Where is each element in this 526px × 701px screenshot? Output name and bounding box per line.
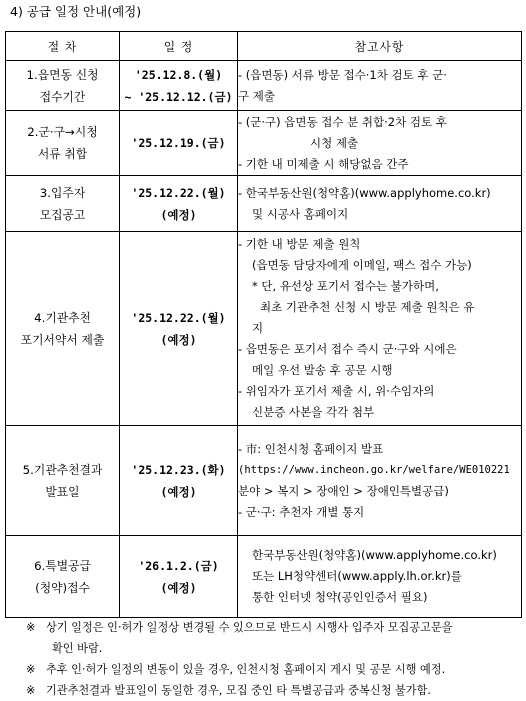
- date-cell: [120, 111, 238, 176]
- date-line: (예정): [160, 332, 197, 347]
- note-line: 메일 우선 발송 후 공문 시행: [252, 363, 393, 377]
- date-line: ~ '25.12.12.(금): [124, 89, 233, 104]
- table-row: [6, 176, 522, 232]
- notes-cell: [238, 176, 522, 232]
- date-cell: [120, 426, 238, 536]
- note-line: 구 제출: [238, 88, 275, 103]
- note-line: 통한 인터넷 청약(공인인증서 필요): [252, 590, 428, 604]
- notes-cell: [238, 61, 522, 111]
- note-line: 지: [252, 321, 264, 335]
- footnote: [26, 617, 520, 638]
- note-line: 분야 > 복지 > 장애인 > 장애인특별공급): [238, 483, 449, 498]
- note-line: 또는 LH청약센터(www.apply.lh.or.kr)를: [252, 569, 462, 583]
- table-row: [6, 232, 522, 426]
- footnote: [26, 659, 520, 680]
- date-line: '26.1.2.(금): [138, 558, 219, 573]
- note-line: - 市: 인천시청 홈페이지 발표: [238, 441, 384, 456]
- header-notes: 참고사항: [238, 32, 522, 61]
- table-row: [6, 536, 522, 618]
- note-line: 한국부동산원(청약홈)(www.applyhome.co.kr): [252, 548, 497, 562]
- note-line: - (군·구) 읍면동 접수 분 취합·2차 검토 후: [238, 114, 447, 129]
- stage-line: (청약)접수: [35, 580, 90, 595]
- url-line: (https://www.incheon.go.kr/welfare/WE010221: [238, 463, 510, 476]
- stage-line: 포기서약서 제출: [20, 332, 105, 347]
- stage-line: 2.군·구→시청: [27, 125, 98, 139]
- note-line: 신분증 사본을 각각 첨부: [252, 405, 375, 419]
- date-line: '25.12.22.(월): [131, 310, 226, 325]
- stage-cell: [6, 536, 120, 618]
- stage-cell: [6, 176, 120, 232]
- stage-line: 1.읍면동 신청: [26, 67, 99, 82]
- date-line: (예정): [160, 580, 197, 595]
- table-row: [6, 61, 522, 111]
- note-line: - 한국부동산원(청약홈)(www.applyhome.co.kr): [238, 185, 491, 200]
- note-line: - 위임자가 포기서 제출 시, 위·수임자의: [238, 384, 435, 398]
- stage-cell: [6, 232, 120, 426]
- footnote-text: 상기 일정은 인·허가 일정상 변경될 수 있으므로 반드시 시행사 입주자 모집공고문을: [46, 621, 453, 634]
- note-line: - 기한 내 방문 제출 원칙: [238, 237, 361, 251]
- note-line: - (읍면동) 서류 방문 접수·1차 검토 후 군·: [238, 67, 447, 82]
- stage-line: 3.입주자: [39, 185, 86, 200]
- date-line: '25.12.23.(화): [131, 462, 226, 477]
- note-line: - 읍면동은 포기서 접수 즉시 군·구와 시에은: [238, 342, 457, 356]
- header-date: 일 정: [120, 32, 238, 61]
- reference-mark: ※: [26, 684, 36, 697]
- stage-line: 4.기관추천: [34, 310, 91, 325]
- note-line: 및 시공사 홈페이지: [252, 206, 349, 221]
- footnotes: [26, 617, 520, 701]
- date-line: '25.12.22.(월): [131, 185, 226, 200]
- date-cell: [120, 536, 238, 618]
- table-header-row: [6, 32, 522, 61]
- note-line: (읍면동 담당자에게 이메일, 팩스 접수 가능): [252, 258, 472, 272]
- note-line: - 기한 내 미제출 시 해당없음 간주: [238, 156, 409, 171]
- stage-line: 접수기간: [39, 89, 86, 104]
- table-row: [6, 426, 522, 536]
- note-line: * 단, 유선상 포기서 접수는 불가하며,: [252, 279, 439, 293]
- table-row: [6, 111, 522, 176]
- date-line: (예정): [160, 484, 197, 499]
- notes-cell: [238, 232, 522, 426]
- date-cell: [120, 61, 238, 111]
- supply-schedule-table: [5, 31, 522, 618]
- section-heading: 4) 공급 일정 안내(예정): [10, 4, 142, 19]
- date-line: '25.12.8.(월): [134, 67, 223, 82]
- stage-line: 모집공고: [39, 207, 86, 222]
- header-stage: 절 차: [6, 32, 120, 61]
- date-line: '25.12.19.(금): [131, 136, 226, 150]
- stage-line: 5.기관추천결과: [22, 462, 103, 477]
- stage-line: 6.특별공급: [34, 558, 91, 573]
- stage-line: 발표일: [45, 484, 80, 499]
- note-line: 시청 제출: [310, 135, 359, 150]
- date-cell: [120, 176, 238, 232]
- notes-cell: [238, 111, 522, 176]
- stage-line: 서류 취합: [37, 147, 88, 161]
- reference-mark: ※: [26, 621, 36, 634]
- note-line: - 군·구: 추천자 개별 통지: [238, 504, 365, 519]
- date-line: (예정): [160, 207, 197, 222]
- date-cell: [120, 232, 238, 426]
- footnote-text: 추후 인·허가 일정의 변동이 있을 경우, 인천시청 홈페이지 게시 및 공문 시행 예정.: [46, 663, 446, 676]
- reference-mark: ※: [26, 663, 36, 676]
- stage-cell: [6, 426, 120, 536]
- stage-cell: [6, 61, 120, 111]
- footnote-continuation: 확인 바람.: [52, 642, 103, 655]
- stage-cell: [6, 111, 120, 176]
- notes-cell: [238, 536, 522, 618]
- note-line: 최초 기관추천 신청 시 방문 제출 원칙은 유: [260, 300, 475, 314]
- footnote-text: 기관추천결과 발표일이 동일한 경우, 모집 중인 타 특별공급과 중복신청 불가함.: [46, 684, 431, 697]
- notes-cell: [238, 426, 522, 536]
